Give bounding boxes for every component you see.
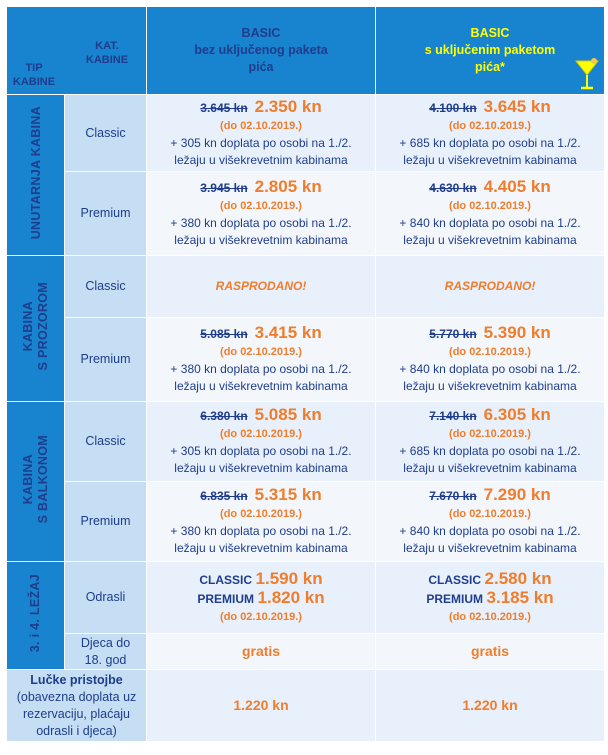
group-unutarnja-kabina: UNUTARNJA KABINA: [7, 95, 65, 256]
surcharge-note-tail: ležaju u višekrevetnim kabinama: [403, 379, 577, 393]
surcharge-note: + 685 kn doplata po osobi na 1./2.: [399, 135, 581, 150]
row-balkon-classic: [7, 402, 605, 482]
category-premium: Premium: [65, 318, 147, 402]
surcharge-note: + 840 kn doplata po osobi na 1./2.: [399, 524, 581, 538]
category-classic: Classic: [65, 256, 147, 318]
classic-price: 1.590 kn: [255, 568, 323, 588]
surcharge-note-tail: ležaju u višekrevetnim kabinama: [174, 152, 348, 167]
classic-label: CLASSIC: [428, 572, 482, 587]
port-fee-cell: [147, 670, 376, 742]
surcharge-note-tail: ležaju u višekrevetnim kabinama: [403, 461, 577, 475]
tip-kabine-label: TIP KABINE: [12, 61, 56, 88]
kat-kabine-label: KAT. KABINE: [85, 39, 129, 66]
sold-out-label: RASPRODANO!: [444, 279, 536, 293]
old-price: 4.100 kn: [429, 100, 477, 115]
port-fee-value: 1.220 kn: [233, 696, 289, 713]
premium-price: 3.185 kn: [486, 587, 554, 607]
old-price: 6.380 kn: [200, 409, 248, 423]
new-price: 2.350 kn: [254, 96, 322, 116]
premium-label: PREMIUM: [197, 591, 255, 606]
row-lezaj-odrasli: [7, 562, 605, 634]
new-price: 3.645 kn: [483, 96, 551, 116]
offer-date: (do 02.10.2019.): [449, 200, 531, 212]
sold-out-cell: [376, 256, 605, 318]
surcharge-note-tail: ležaju u višekrevetnim kabinama: [403, 233, 577, 247]
category-odrasli: Odrasli: [65, 562, 147, 634]
price-cell: [376, 482, 605, 562]
old-price: 7.670 kn: [429, 489, 477, 503]
price-cell: [147, 402, 376, 482]
port-fee-value: 1.220 kn: [462, 696, 518, 713]
offer-date: (do 02.10.2019.): [449, 119, 531, 132]
row-unutarnja-classic: [7, 95, 605, 172]
corner-header: [7, 7, 147, 95]
offer-date: (do 02.10.2019.): [449, 346, 531, 358]
price-cell: [376, 172, 605, 256]
offer-date: (do 02.10.2019.): [220, 508, 302, 520]
surcharge-note: + 380 kn doplata po osobi na 1./2.: [170, 524, 352, 538]
old-price: 5.085 kn: [200, 327, 248, 341]
offer-date: (do 02.10.2019.): [220, 428, 302, 440]
surcharge-note: + 380 kn doplata po osobi na 1./2.: [170, 362, 352, 376]
offer-date: (do 02.10.2019.): [449, 428, 531, 440]
old-price: 3.645 kn: [200, 100, 248, 115]
price-cell: [376, 402, 605, 482]
new-price: 5.315 kn: [254, 485, 322, 504]
surcharge-note-tail: ležaju u višekrevetnim kabinama: [174, 541, 348, 555]
surcharge-note: + 840 kn doplata po osobi na 1./2.: [399, 362, 581, 376]
new-price: 2.805 kn: [254, 177, 322, 196]
surcharge-note: + 380 kn doplata po osobi na 1./2.: [170, 216, 352, 230]
price-cell: [376, 95, 605, 172]
extra-bed-cell: [376, 562, 605, 634]
category-classic: Classic: [65, 402, 147, 482]
category-premium: Premium: [65, 172, 147, 256]
new-price: 5.390 kn: [483, 323, 551, 342]
offer-date: (do 02.10.2019.): [449, 610, 531, 623]
sold-out-cell: [147, 256, 376, 318]
old-price: 6.835 kn: [200, 489, 248, 503]
row-balkon-premium: [7, 482, 605, 562]
classic-price: 2.580 kn: [484, 568, 552, 588]
surcharge-note-tail: ležaju u višekrevetnim kabinama: [174, 461, 348, 475]
category-classic: Classic: [65, 95, 147, 172]
old-price: 4.630 kn: [429, 181, 477, 195]
price-cell: [147, 172, 376, 256]
premium-label: PREMIUM: [426, 591, 484, 606]
new-price: 5.085 kn: [254, 405, 322, 424]
port-fee-cell: [376, 670, 605, 742]
old-price: 7.140 kn: [429, 409, 477, 423]
group-3-4-lezaj: 3. i 4. LEŽAJ: [7, 562, 65, 670]
group-kabina-s-balkonom: KABINA S BALKONOM: [7, 402, 65, 562]
row-prozor-classic: [7, 256, 605, 318]
offer-date: (do 02.10.2019.): [220, 610, 302, 623]
col-header-with-drinks: BASIC s uključenim paketom pića*: [376, 7, 605, 95]
category-premium: Premium: [65, 482, 147, 562]
old-price: 3.945 kn: [200, 181, 248, 195]
cocktail-glass-icon: [574, 57, 600, 91]
offer-date: (do 02.10.2019.): [220, 119, 302, 132]
price-cell: [376, 318, 605, 402]
new-price: 7.290 kn: [483, 485, 551, 504]
new-price: 3.415 kn: [254, 323, 322, 342]
surcharge-note: + 840 kn doplata po osobi na 1./2.: [399, 216, 581, 230]
surcharge-note-tail: ležaju u višekrevetnim kabinama: [403, 152, 577, 167]
gratis-cell: [147, 634, 376, 670]
offer-date: (do 02.10.2019.): [220, 200, 302, 212]
group-kabina-s-prozorom: KABINA S PROZOROM: [7, 256, 65, 402]
price-cell: [147, 482, 376, 562]
price-table: [6, 6, 605, 742]
row-lezaj-djeca: [7, 634, 605, 670]
price-cell: [147, 318, 376, 402]
new-price: 6.305 kn: [483, 405, 551, 424]
surcharge-note: + 685 kn doplata po osobi na 1./2.: [399, 444, 581, 458]
premium-price: 1.820 kn: [257, 587, 325, 607]
col-header-without-drinks: BASIC bez uključenog paketa pića: [147, 7, 376, 95]
row-prozor-premium: [7, 318, 605, 402]
surcharge-note-tail: ležaju u višekrevetnim kabinama: [174, 379, 348, 393]
surcharge-note: + 305 kn doplata po osobi na 1./2.: [170, 444, 352, 458]
category-djeca: Djeca do 18. god: [65, 634, 147, 670]
row-unutarnja-premium: [7, 172, 605, 256]
gratis-label: gratis: [470, 642, 510, 659]
row-lucke-pristojbe: [7, 670, 605, 742]
surcharge-note: + 305 kn doplata po osobi na 1./2.: [170, 135, 352, 150]
new-price: 4.405 kn: [483, 177, 551, 196]
offer-date: (do 02.10.2019.): [220, 346, 302, 358]
old-price: 5.770 kn: [429, 327, 477, 341]
offer-date: (do 02.10.2019.): [449, 508, 531, 520]
port-fees-label: Lučke pristojbe (obavezna doplata uz rezervaciju, plaćaju odrasli i djeca): [7, 670, 147, 742]
gratis-label: gratis: [241, 642, 281, 659]
header-row: [7, 7, 605, 95]
surcharge-note-tail: ležaju u višekrevetnim kabinama: [403, 541, 577, 555]
extra-bed-cell: [147, 562, 376, 634]
price-cell: [147, 95, 376, 172]
sold-out-label: RASPRODANO!: [215, 279, 307, 293]
classic-label: CLASSIC: [199, 572, 253, 587]
gratis-cell: [376, 634, 605, 670]
surcharge-note-tail: ležaju u višekrevetnim kabinama: [174, 233, 348, 247]
